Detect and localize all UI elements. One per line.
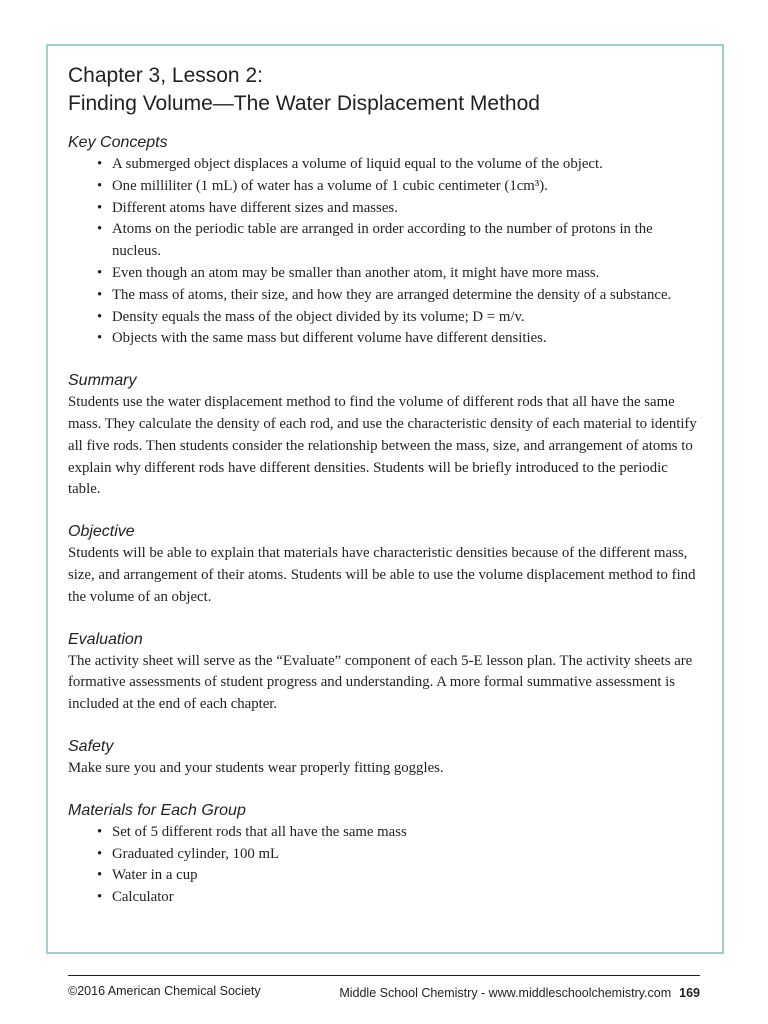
materials-section (68, 800, 698, 909)
evaluation-text: The activity sheet will serve as the “Evaluate” component of each 5-E lesson plan. The activity sheets are formative assessments of student progress and understanding. A more formal summative assessment is included at the end of each chapter. (68, 652, 693, 713)
key-concepts-section (68, 132, 698, 350)
list-item: • Atoms on the periodic table are arranged in order according to the number of protons in the nucleus. (112, 219, 698, 263)
list-item: • Even though an atom may be smaller than another atom, it might have more mass. (112, 263, 698, 285)
list-item: • Different atoms have different sizes and masses. (112, 198, 698, 220)
materials-list (68, 822, 698, 909)
materials-heading: Materials for Each Group (68, 801, 246, 819)
safety-heading: Safety (68, 737, 114, 755)
objective-section (68, 521, 698, 608)
page-number: 169 (679, 986, 700, 1000)
objective-heading: Objective (68, 523, 135, 541)
key-concepts-heading: Key Concepts (68, 134, 168, 151)
list-item: • A submerged object displaces a volume of liquid equal to the volume of the object. (112, 154, 698, 176)
list-item: • Graduated cylinder, 100 mL (112, 844, 698, 866)
list-item: • Set of 5 different rods that all have the same mass (112, 822, 698, 844)
safety-section (68, 736, 698, 780)
summary-heading: Summary (68, 372, 137, 390)
key-concepts-list (68, 154, 698, 350)
title-line-1: Chapter 3, Lesson 2: (68, 64, 263, 87)
list-item: • Calculator (112, 887, 698, 909)
page-content (68, 62, 698, 909)
list-item: • Density equals the mass of the object divided by its volume; D = m/v. (112, 307, 698, 329)
summary-section (68, 370, 698, 501)
list-item: • The mass of atoms, their size, and how they are arranged determine the density of a substance. (112, 285, 698, 307)
footer-divider (68, 975, 700, 976)
evaluation-heading: Evaluation (68, 630, 143, 648)
footer-copyright: ©2016 American Chemical Society (68, 984, 261, 998)
title-line-2: Finding Volume—The Water Displacement Method (68, 92, 540, 115)
list-item: • Objects with the same mass but different volume have different densities. (112, 328, 698, 350)
evaluation-section (68, 629, 698, 716)
list-item: • Water in a cup (112, 865, 698, 887)
list-item: • One milliliter (1 mL) of water has a volume of 1 cubic centimeter (1cm³). (112, 176, 698, 198)
footer-right (339, 986, 700, 1000)
objective-text: Students will be able to explain that materials have characteristic densities because of the different mass, size, and arrangement of their atoms. Students will be able to use the volume displacement method to find the volume of an object. (68, 545, 696, 605)
page-title (68, 62, 698, 118)
safety-text: Make sure you and your students wear properly fitting goggles. (68, 759, 444, 776)
footer-site: Middle School Chemistry - www.middleschoolchemistry.com (339, 986, 672, 1000)
summary-text: Students use the water displacement method to find the volume of different rods that all have the same mass. They calculate the density of each rod, and use the characteristic density of each material to identify all five rods. Then students consider the relationship between the mass, size, and arrangement of atoms to explain why different rods have different densities. Students will be briefly introduced to the periodic table. (68, 394, 697, 498)
